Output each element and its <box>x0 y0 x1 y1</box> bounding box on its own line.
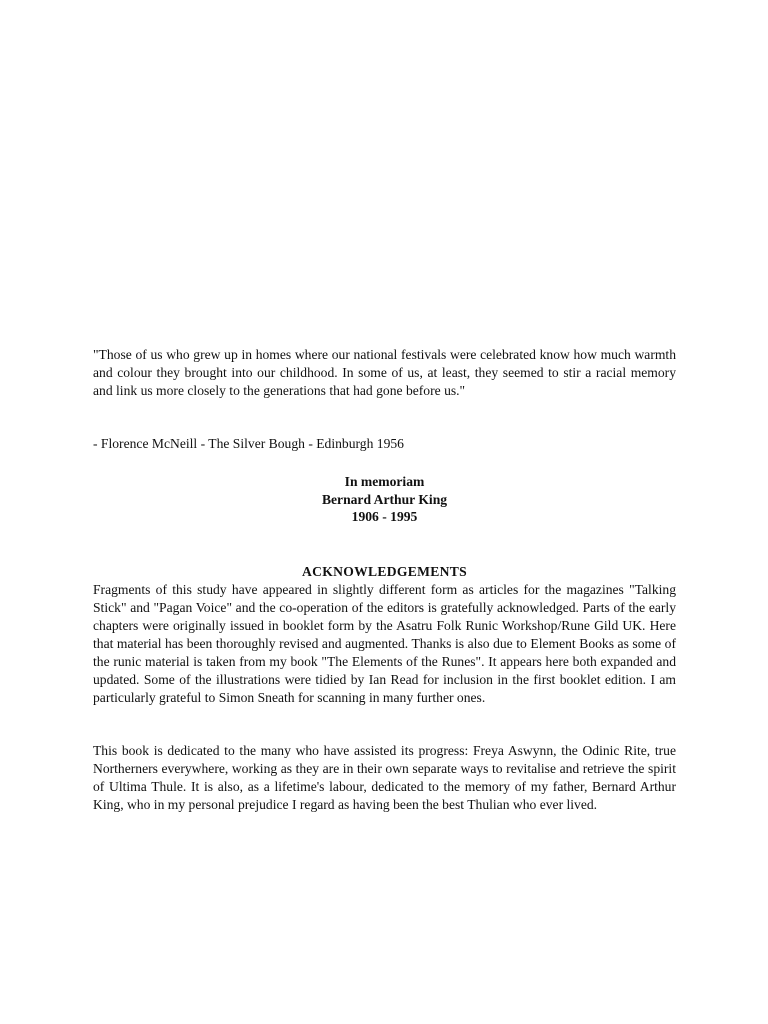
memoriam-block <box>93 473 676 526</box>
memoriam-title: In memoriam <box>344 474 425 489</box>
epigraph-attribution: - Florence McNeill - The Silver Bough - Edinburgh 1956 <box>93 436 404 451</box>
acknowledgements-paragraph: Fragments of this study have appeared in slightly different form as articles for the magazines "Talking Stick" and "Pagan Voice" and the co-operation of the editors is gratefully acknowledged. Parts of the early chapters were originally issued in booklet form by the Asatru Folk Runic Workshop/Rune Gild UK. Here that material has been thoroughly revised and augmented. Thanks is also due to Element Books as some of the runic material is taken from my book "The Elements of the Runes". It appears here both expanded and updated. Some of the illustrations were tidied by Ian Read for inclusion in the first booklet edition. I am particularly grateful to Simon Sneath for scanning in many further ones. <box>93 582 676 705</box>
memoriam-dates: 1906 - 1995 <box>351 509 418 524</box>
memoriam-name: Bernard Arthur King <box>321 491 448 507</box>
dedication-paragraph: This book is dedicated to the many who have assisted its progress: Freya Aswynn, the Odinic Rite, true Northerners everywhere, working as they are in their own separate ways to revitalise and retrieve the spirit of Ultima Thule. It is also, as a lifetime's labour, dedicated to the memory of my father, Bernard Arthur King, who in my personal prejudice I regard as having been the best Thulian who ever lived. <box>93 743 676 812</box>
acknowledgements-heading: ACKNOWLEDGEMENTS <box>302 564 467 579</box>
epigraph-quote: "Those of us who grew up in homes where our national festivals were celebrated know how much warmth and colour they brought into our childhood. In some of us, at least, they seemed to stir a racial memory and link us more closely to the generations that had gone before us." <box>93 347 676 398</box>
